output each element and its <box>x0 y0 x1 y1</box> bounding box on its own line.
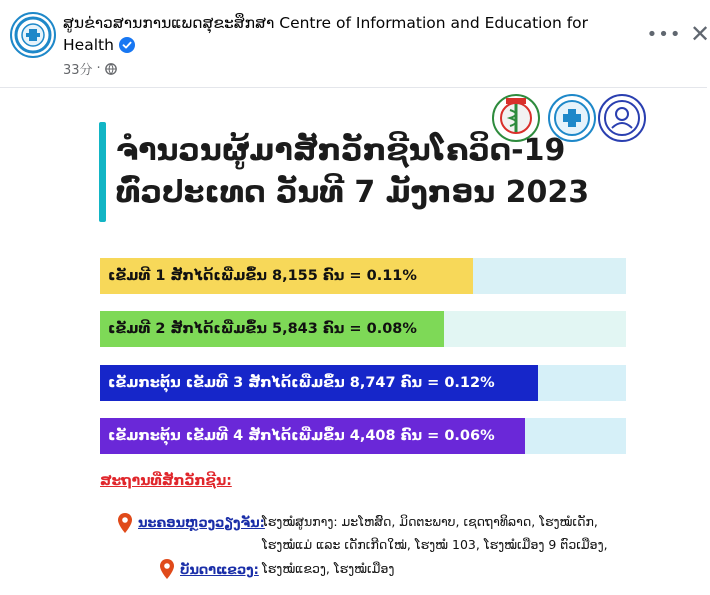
vientiane-hospitals-line-2: ໂຮງໝໍແມ່ ແລະ ເດັກເກີດໃໝ່, ໂຮງໝໍ 103, ໂຮງໝໍເມືອງ 9 ຕົວເມືອງ, <box>262 537 608 552</box>
post-time[interactable]: 33分 <box>63 63 93 78</box>
globe-icon <box>105 63 117 75</box>
vientiane-hospitals-line-1: ໂຮງໝໍສູນກາງ: ມະໂຫສົດ, ມິດຕະພາບ, ເຊດຖາທິລາດ, ໂຮງໝໍເດັກ, <box>262 514 598 529</box>
location-pin-icon <box>160 559 174 579</box>
verified-badge-icon <box>119 37 135 53</box>
dose-bar-label: ເຂັມກະຕຸ້ນ ເຂັມທີ 3 ສັກໄດ້ເພີ່ມຂຶ້ນ 8,747 ຄົນ = 0.12% <box>108 375 495 391</box>
title-accent-bar <box>99 122 106 222</box>
vientiane-capital-label: ນະຄອນຫຼວງວຽງຈັນ: <box>138 516 265 531</box>
location-pin-icon <box>118 513 132 533</box>
dose-bar-3 <box>100 365 626 401</box>
page-name-line[interactable] <box>63 12 623 56</box>
dose-bar-label: ເຂັມທີ 2 ສັກໄດ້ເພີ່ມຂຶ້ນ 5,843 ຄົນ = 0.08% <box>108 321 417 337</box>
dose-bar-4 <box>100 418 626 454</box>
page-avatar[interactable] <box>10 12 56 58</box>
provinces-hospitals: ໂຮງໝໍແຂວງ, ໂຮງໝໍເມືອງ <box>262 561 395 576</box>
post-header <box>0 0 710 86</box>
page-name[interactable]: ສູນຂ່າວສານການແພດສຸຂະສຶກສາ Centre of Information and Education for Health <box>63 14 589 54</box>
partner-logo-icon <box>598 94 646 142</box>
provinces-label: ບັນດາແຂວງ: <box>180 563 259 578</box>
dose-bar-2 <box>100 311 626 347</box>
post-image[interactable] <box>0 87 707 595</box>
close-button[interactable] <box>690 20 710 48</box>
locations-heading: ສະຖານທີ່ສັກວັກຊີນ: <box>100 473 232 489</box>
post-meta: 33分 · <box>63 59 117 78</box>
health-logo-icon <box>12 14 54 56</box>
title-line-1: ຈຳນວນຜູ້ມາສັກວັກຊີນໂຄວິດ-19 <box>116 133 566 168</box>
poster-title <box>116 130 589 214</box>
close-icon: ✕ <box>689 20 710 48</box>
dose-bar-1 <box>100 258 626 294</box>
more-options-button[interactable] <box>646 22 682 46</box>
title-line-2: ທົ່ວປະເທດ ວັນທີ 7 ມັງກອນ 2023 <box>116 175 590 210</box>
dose-bar-label: ເຂັມກະຕຸ້ນ ເຂັມທີ 4 ສັກໄດ້ເພີ່ມຂຶ້ນ 4,408 ຄົນ = 0.06% <box>108 428 495 444</box>
dose-bar-label: ເຂັມທີ 1 ສັກໄດ້ເພີ່ມຂຶ້ນ 8,155 ຄົນ = 0.11% <box>108 268 417 284</box>
more-horizontal-icon: ••• <box>646 23 682 45</box>
